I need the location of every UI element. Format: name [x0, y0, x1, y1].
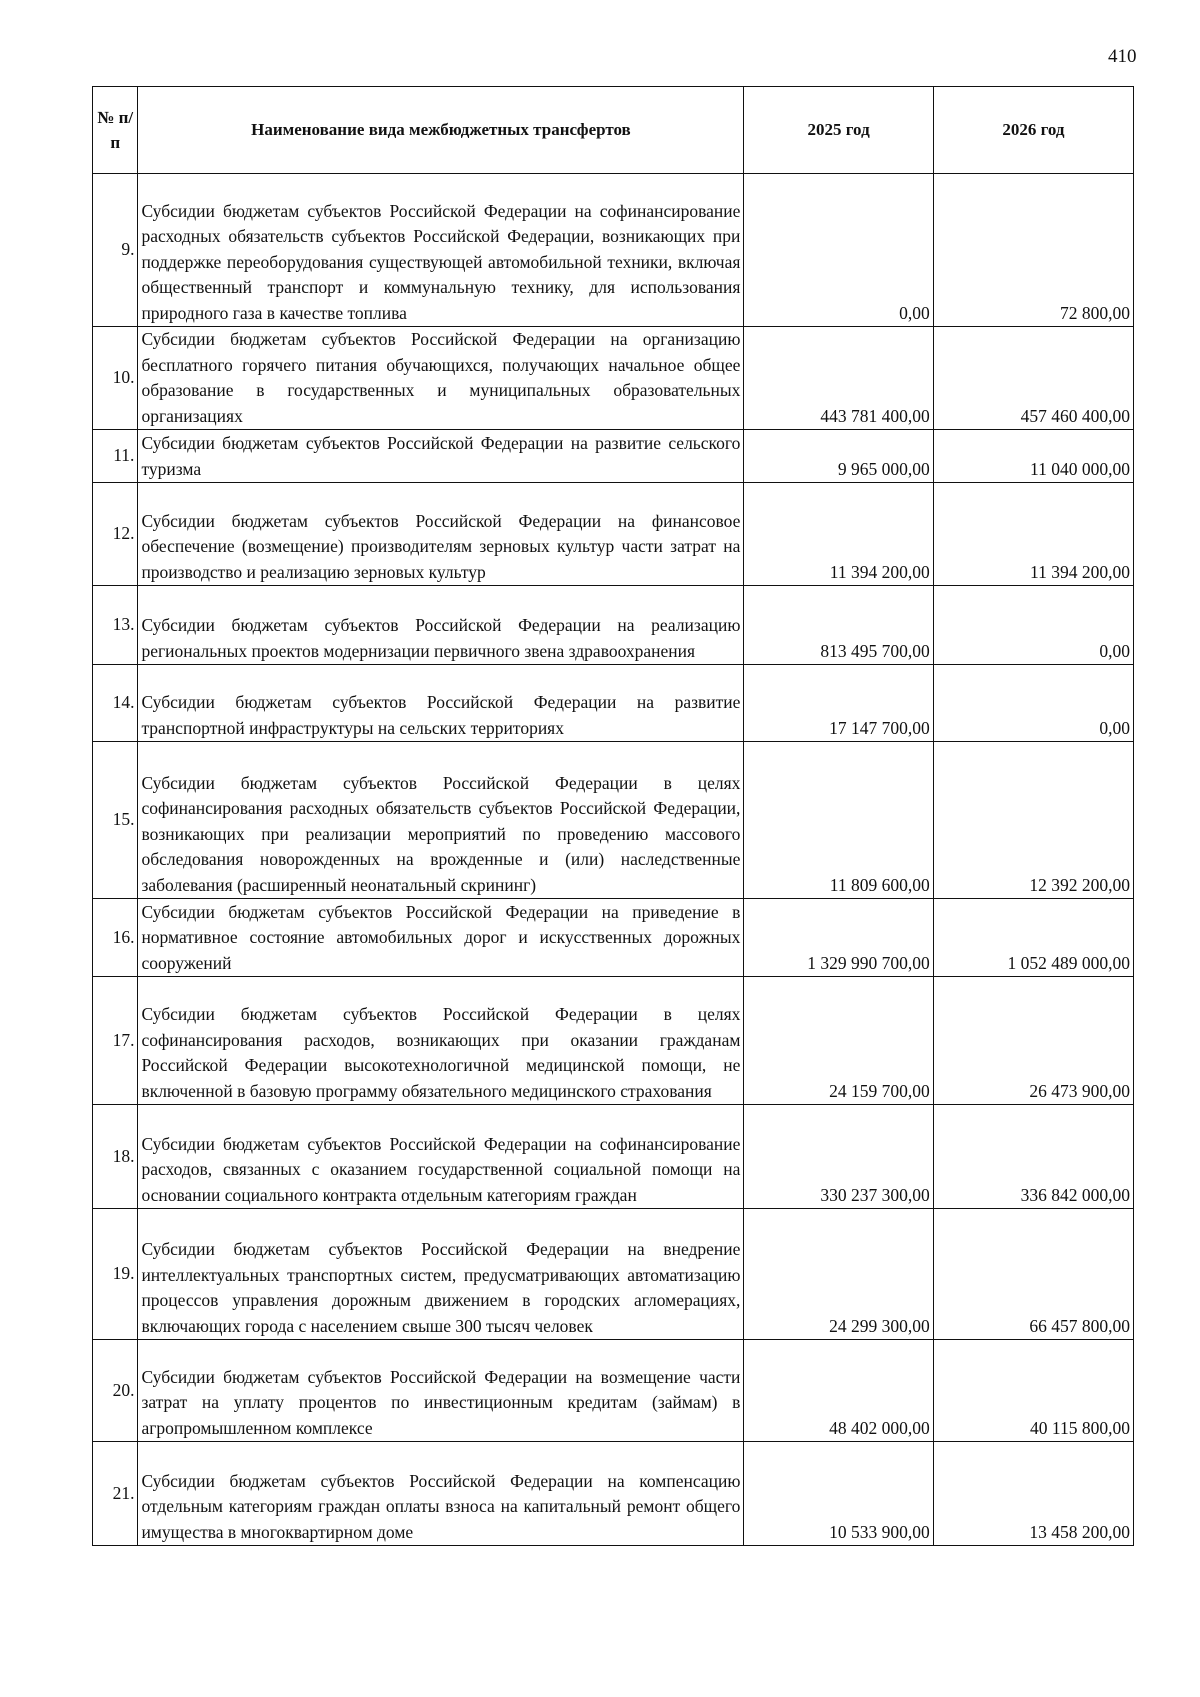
row-amount-2025: 17 147 700,00 — [744, 665, 933, 742]
row-number: 17. — [93, 977, 138, 1105]
table-row — [93, 586, 1134, 665]
row-name: Субсидии бюджетам субъектов Российской Федерации на софинансирование расходов, связанных с оказанием государственной социальной помощи на основании социального контракта отдельным категориям граждан — [138, 1105, 744, 1209]
table-row — [93, 665, 1134, 742]
row-amount-2025: 11 809 600,00 — [744, 742, 933, 899]
row-amount-2025: 24 299 300,00 — [744, 1209, 933, 1340]
row-number: 16. — [93, 899, 138, 977]
table-row — [93, 483, 1134, 586]
table-row — [93, 1340, 1134, 1442]
row-name: Субсидии бюджетам субъектов Российской Федерации на финансовое обеспечение (возмещение) производителям зерновых культур части затрат на производство и реализацию зерновых культур — [138, 483, 744, 586]
row-name: Субсидии бюджетам субъектов Российской Федерации на организацию бесплатного горячего питания обучающихся, получающих начальное общее образование в государственных и муниципальных образовательных организациях — [138, 327, 744, 430]
row-name: Субсидии бюджетам субъектов Российской Федерации на внедрение интеллектуальных транспортных систем, предусматривающих автоматизацию процессов управления дорожным движением в городских агломерациях, включающих города с населением свыше 300 тысяч человек — [138, 1209, 744, 1340]
table-row — [93, 430, 1134, 483]
row-name: Субсидии бюджетам субъектов Российской Федерации на развитие сельского туризма — [138, 430, 744, 483]
table-row — [93, 1209, 1134, 1340]
row-amount-2026: 26 473 900,00 — [933, 977, 1133, 1105]
row-amount-2025: 0,00 — [744, 174, 933, 327]
row-name: Субсидии бюджетам субъектов Российской Федерации в целях софинансирования расходов, возникающих при оказании гражданам Российской Федерации высокотехнологичной медицинской помощи, не включенной в базовую программу обязательного медицинского страхования — [138, 977, 744, 1105]
row-name: Субсидии бюджетам субъектов Российской Федерации на приведение в нормативное состояние автомобильных дорог и искусственных дорожных сооружений — [138, 899, 744, 977]
row-name: Субсидии бюджетам субъектов Российской Федерации на софинансирование расходных обязательств субъектов Российской Федерации, возникающих при поддержке переоборудования существующей автомобильной техники, включая общественный транспорт и коммунальную технику, для использования природного газа в качестве топлива — [138, 174, 744, 327]
row-amount-2026: 336 842 000,00 — [933, 1105, 1133, 1209]
row-amount-2025: 11 394 200,00 — [744, 483, 933, 586]
transfers-table — [92, 86, 1134, 1546]
row-amount-2025: 813 495 700,00 — [744, 586, 933, 665]
row-amount-2026: 72 800,00 — [933, 174, 1133, 327]
table-row — [93, 1105, 1134, 1209]
header-num: № п/п — [93, 87, 138, 174]
page-number: 410 — [1108, 46, 1137, 67]
row-name: Субсидии бюджетам субъектов Российской Федерации на развитие транспортной инфраструктуры на сельских территориях — [138, 665, 744, 742]
row-amount-2025: 24 159 700,00 — [744, 977, 933, 1105]
row-number: 11. — [93, 430, 138, 483]
row-number: 15. — [93, 742, 138, 899]
row-amount-2026: 0,00 — [933, 665, 1133, 742]
row-number: 9. — [93, 174, 138, 327]
row-amount-2025: 443 781 400,00 — [744, 327, 933, 430]
table-row — [93, 977, 1134, 1105]
header-name: Наименование вида межбюджетных трансфертов — [138, 87, 744, 174]
row-amount-2026: 66 457 800,00 — [933, 1209, 1133, 1340]
row-amount-2025: 10 533 900,00 — [744, 1442, 933, 1546]
row-amount-2026: 1 052 489 000,00 — [933, 899, 1133, 977]
table-row — [93, 174, 1134, 327]
row-amount-2025: 1 329 990 700,00 — [744, 899, 933, 977]
header-row — [93, 87, 1134, 174]
table-row — [93, 1442, 1134, 1546]
table-row — [93, 742, 1134, 899]
row-amount-2026: 11 040 000,00 — [933, 430, 1133, 483]
row-amount-2026: 0,00 — [933, 586, 1133, 665]
row-name: Субсидии бюджетам субъектов Российской Федерации на реализацию региональных проектов модернизации первичного звена здравоохранения — [138, 586, 744, 665]
row-number: 14. — [93, 665, 138, 742]
row-amount-2026: 12 392 200,00 — [933, 742, 1133, 899]
row-amount-2026: 457 460 400,00 — [933, 327, 1133, 430]
header-2025: 2025 год — [744, 87, 933, 174]
row-number: 12. — [93, 483, 138, 586]
table-row — [93, 327, 1134, 430]
row-name: Субсидии бюджетам субъектов Российской Федерации на компенсацию отдельным категориям граждан оплаты взноса на капитальный ремонт общего имущества в многоквартирном доме — [138, 1442, 744, 1546]
row-number: 21. — [93, 1442, 138, 1546]
row-number: 13. — [93, 586, 138, 665]
row-amount-2026: 40 115 800,00 — [933, 1340, 1133, 1442]
row-amount-2026: 13 458 200,00 — [933, 1442, 1133, 1546]
row-name: Субсидии бюджетам субъектов Российской Федерации в целях софинансирования расходных обязательств субъектов Российской Федерации, возникающих при реализации мероприятий по проведению массового обследования новорожденных на врожденные и (или) наследственные заболевания (расширенный неонатальный скрининг) — [138, 742, 744, 899]
header-2026: 2026 год — [933, 87, 1133, 174]
row-number: 20. — [93, 1340, 138, 1442]
row-amount-2025: 48 402 000,00 — [744, 1340, 933, 1442]
row-number: 10. — [93, 327, 138, 430]
row-amount-2025: 330 237 300,00 — [744, 1105, 933, 1209]
table-row — [93, 899, 1134, 977]
row-amount-2025: 9 965 000,00 — [744, 430, 933, 483]
row-amount-2026: 11 394 200,00 — [933, 483, 1133, 586]
row-name: Субсидии бюджетам субъектов Российской Федерации на возмещение части затрат на уплату процентов по инвестиционным кредитам (займам) в агропромышленном комплексе — [138, 1340, 744, 1442]
row-number: 18. — [93, 1105, 138, 1209]
row-number: 19. — [93, 1209, 138, 1340]
